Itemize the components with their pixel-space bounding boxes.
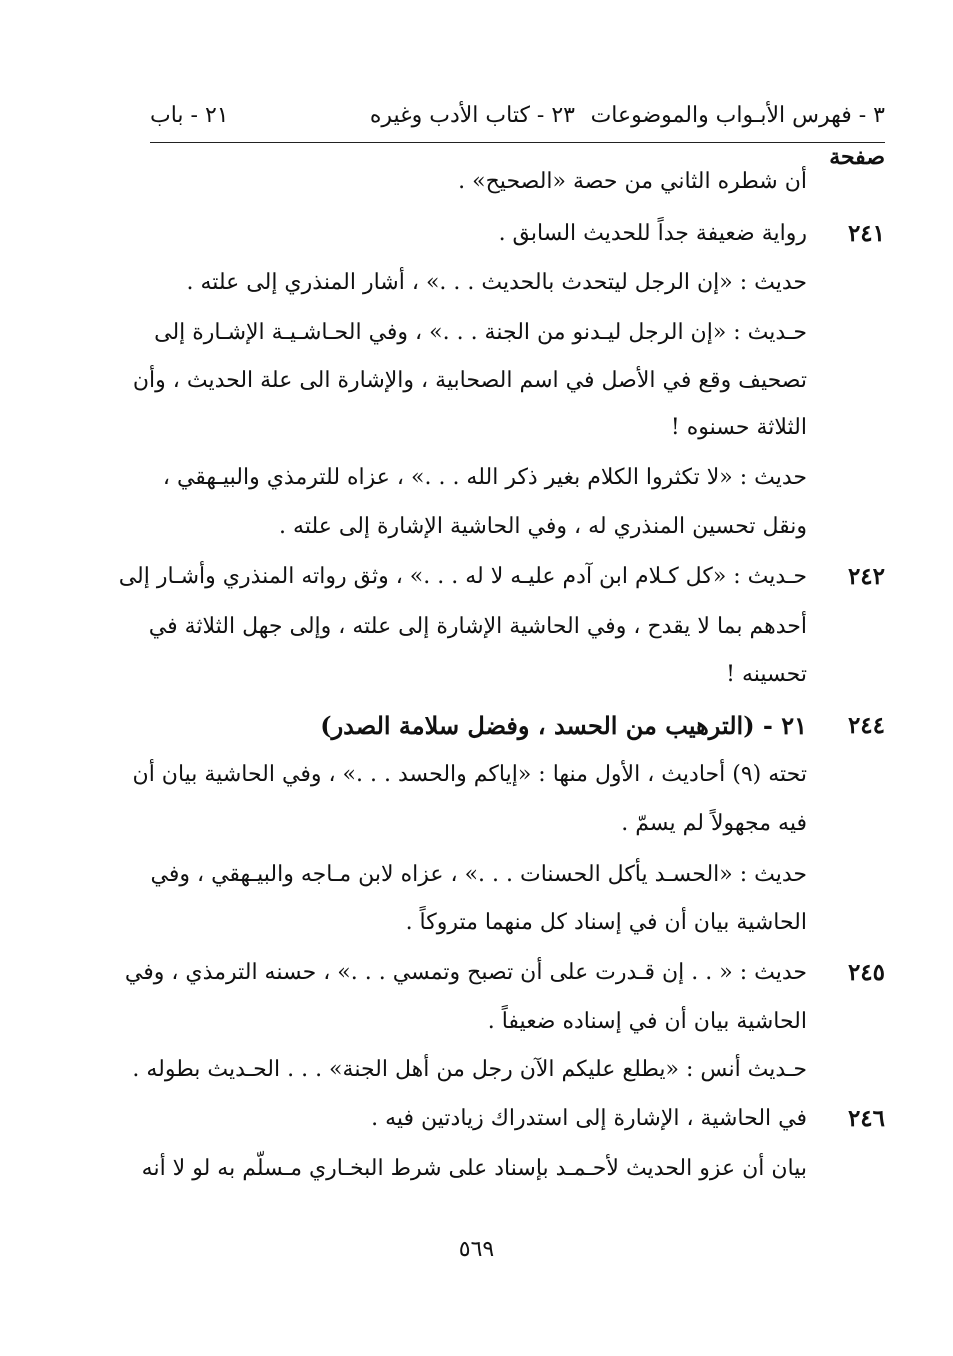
index-line [150, 851, 885, 899]
index-line [150, 503, 885, 551]
entry-text: حـديث : «كل كـلام ابن آدم عليـه لا له . . .» ، وثق رواته المنذري وأشـار إلى [118, 564, 807, 589]
entry-text: الحاشية بيان أن في إسناد كل منهما متروكاً . [405, 910, 807, 935]
index-line [150, 309, 885, 357]
index-line [150, 259, 885, 307]
index-line [150, 702, 885, 750]
entry-text: أن شطره الثاني من حصة «الصحيح» . [458, 169, 807, 194]
entry-text: في الحاشية ، الإشارة إلى استدراك زيادتين فيه . [371, 1106, 807, 1131]
entry-text: حـديث : «إن الرجل ليـدنو من الجنة . . .» ، وفي الحـاشـيـة الإشـارة إلى [154, 320, 807, 345]
index-line [150, 454, 885, 502]
index-line [150, 899, 885, 947]
index-line [132, 751, 885, 799]
entry-text: فيه مجهولاً لم يسمّ . [621, 811, 807, 836]
page-ref-number: ٢٤٦ [847, 1105, 885, 1132]
section-heading: ٢١ - (الترهيب من الحسد ، وفضل سلامة الصدر) [320, 711, 807, 740]
entry-text: الحاشية بيان أن في إسناده ضعيفاً . [487, 1009, 807, 1034]
index-line [150, 800, 885, 848]
entry-text: حديث : «الحسـد يأكل الحسنات . . .» ، عزاه لابن مـاجه والبيـهقي ، وفي [150, 862, 807, 887]
page-number: ٥٦٩ [458, 1237, 495, 1262]
index-line [124, 949, 885, 997]
entry-text: حديث : « . . إن قـدرت على أن تصبح وتمسي . . .» ، حسنه الترمذي ، وفي [124, 960, 807, 985]
page-ref-number: ٢٤٥ [847, 959, 885, 986]
entry-text: ونقل تحسين المنذري له ، وفي الحاشية الإشارة إلى علته . [279, 514, 807, 539]
index-line [118, 553, 885, 601]
index-line [150, 158, 885, 206]
index-line [150, 404, 885, 452]
header-chapter: ٢١ - باب [150, 103, 229, 128]
entry-text: تحته (٩) أحاديث ، الأول منها : «إياكم والحسد . . .» ، وفي الحاشية بيان أن [132, 762, 807, 787]
page-ref-number: ٢٤٤ [847, 712, 885, 739]
page-ref-number: ٢٤٢ [847, 563, 885, 590]
index-line [150, 651, 885, 699]
header-book-title: ٢٣ - كتاب الأدب وغيره [369, 103, 575, 128]
entry-text: حديث : «إن الرجل ليتحدث بالحديث . . .» ، أشار المنذري إلى علته . [186, 270, 807, 295]
index-line [150, 1095, 885, 1143]
index-line [141, 1145, 885, 1193]
entry-text: تحسينه ! [726, 662, 807, 687]
header-section-title: ٣ - فهرس الأبـواب والموضوعات [590, 103, 885, 128]
entry-text: تصحيف وقع في الأصل في اسم الصحابية ، والإشارة الى علة الحديث ، وأن [132, 368, 807, 393]
entry-text: بيان أن عزو الحديث لأحـمـد بإسناد على شرط البخـاري مـسلّم به لو لا أنه [141, 1156, 807, 1181]
page-ref-number: ٢٤١ [847, 220, 885, 247]
entry-text: رواية ضعيفة جداً للحديث السابق . [498, 221, 807, 246]
index-line [132, 357, 885, 405]
entry-text: حديث : «لا تكثروا الكلام بغير ذكر الله . . .» ، عزاه للترمذي والبيـهقي ، [162, 465, 807, 490]
index-line [150, 210, 885, 258]
entry-text: حـديث أنس : «يطلع عليكم الآن رجل من أهل الجنة» . . . الحـديث بطوله . [132, 1057, 807, 1082]
running-header [150, 92, 885, 143]
page-column-label: صفحة [829, 144, 885, 170]
index-line [150, 998, 885, 1046]
index-line [150, 603, 885, 651]
index-line [132, 1046, 885, 1094]
entry-text: أحدهم بما لا يقدح ، وفي الحاشية الإشارة إلى علته ، وإلى جهل الثلاثة في [148, 614, 807, 639]
entry-text: الثلاثة حسنوه ! [670, 415, 807, 440]
